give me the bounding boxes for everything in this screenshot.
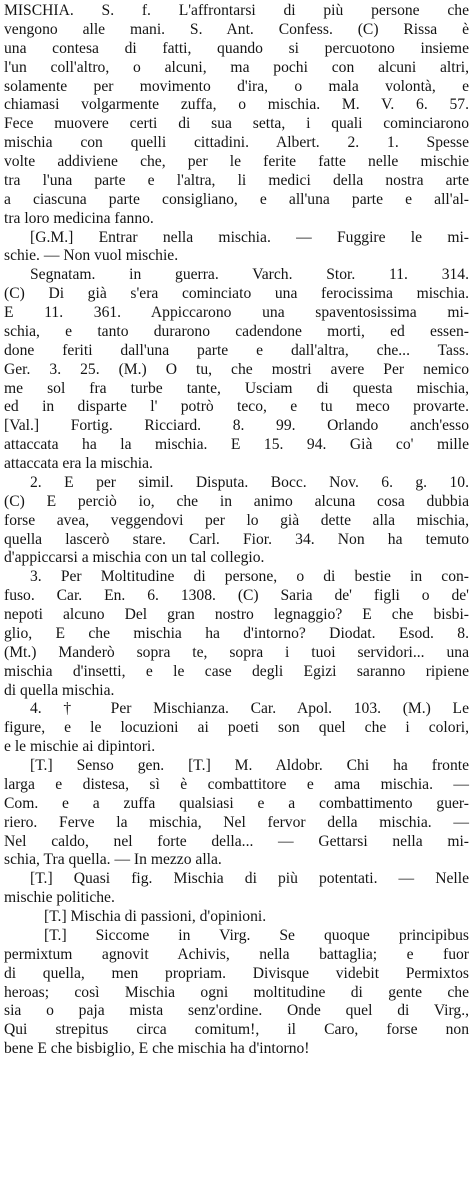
text-line: attaccata ha la mischia. E 15. 94. Già co' mille (4, 436, 469, 454)
text-line: chiamasi volgarmente zuffa, o mischia. M. V. 6. 57. (4, 96, 469, 114)
text-line: me sol fra turbe tante, Usciam di questa mischia, (4, 379, 469, 397)
text-line: sia o paja mista senz'ordine. Onde quel di Virg., (4, 1002, 469, 1020)
text-line: schie. — Non vuol mischie. (4, 247, 179, 265)
text-line: Ger. 3. 25. (M.) O tu, che mostri avere Per nemico (4, 360, 469, 378)
text-line: heroas; così Mischia ogni moltitudine di gente che (4, 983, 469, 1001)
text-line: ed in disparte l' potrò teco, e tu meco provarte. (4, 398, 469, 416)
text-line: forse avea, veggendovi per lo già dette alla mischia, (4, 511, 469, 529)
text-line: [T.] Siccome in Virg. Se quoque principibus (44, 926, 469, 944)
text-line: vengono alle mani. S. Ant. Confess. (C) Rissa è (4, 20, 469, 38)
text-line: attaccata era la mischia. (4, 455, 153, 472)
text-line: quella lascerò stare. Carl. Fior. 34. Non ha temuto (4, 530, 469, 548)
text-line: [T.] Senso gen. [T.] M. Aldobr. Chi ha fronte (30, 757, 469, 774)
text-line: Nel caldo, nel forte della... — Gettarsi nella mi- (4, 832, 469, 850)
text-line: di quella mischia. (4, 681, 115, 699)
text-line: (Mt.) Manderò sopra te, sopra i tuoi servidori... una (4, 643, 469, 661)
text-line: done feriti dall'una parte e dall'altra, che... Tass. (4, 341, 469, 359)
text-line: riero. Ferve la mischia, Nel fervor della mischia. — (4, 813, 469, 831)
text-line: larga e distesa, sì è combattitore e ama mischia. — (4, 775, 469, 793)
text-line: volte addiviene che, per le ferite fatte nelle mischie (4, 153, 469, 170)
text-line: schia, e tanto durarono cadendone morti, ed essen- (4, 322, 469, 340)
text-line: tra l'una parte e l'altra, li medici della nostra arte (4, 171, 469, 189)
text-line: (C) Di già s'era cominciato una ferocissima mischia. (4, 285, 469, 303)
text-line: [G.M.] Entrar nella mischia. — Fuggire le mi- (30, 228, 469, 246)
text-line: (C) E perciò io, che in animo alcuna cosa dubbia (4, 492, 469, 510)
text-line: d'appiccarsi a mischia con un tal collegio. (4, 549, 265, 567)
text-line: 2. E per simil. Disputa. Bocc. Nov. 6. g. 10. (30, 473, 469, 491)
text-line: [T.] Mischia di passioni, d'opinioni. (44, 908, 267, 925)
text-line: E 11. 361. Appiccarono una spaventosissima mi- (4, 304, 469, 321)
text-line: mischia con quelli cittadini. Albert. 2. 1. Spesse (4, 134, 469, 152)
text-line: Com. e a zuffa qualsiasi e a combattimento guer- (4, 794, 469, 812)
text-line: nepoti alcuno Del gran nostro legnaggio? E che bisbi- (4, 606, 469, 623)
text-line: figure, e le locuzioni ai poeti son quel che i colori, (4, 719, 469, 737)
text-line: Segnatam. in guerra. Varch. Stor. 11. 314. (30, 266, 469, 284)
text-line: bene E che bisbiglio, E che mischia ha d'intorno! (4, 1040, 310, 1058)
headword-line: MISCHIA. S. f. L'affrontarsi di più persone che (4, 2, 469, 19)
text-line: e le mischie ai dipintori. (4, 738, 156, 756)
entry-text (4, 2, 469, 1059)
text-line: Fece muovere certi di sua setta, i quali cominciarono (4, 115, 469, 133)
text-line: mischie politiche. (4, 889, 115, 907)
text-line: glio, E che mischia ha d'intorno? Diodat. Esod. 8. (4, 624, 469, 642)
text-line: permixtum agnovit Achivis, nella battaglia; e fuor (4, 945, 469, 963)
text-line: una contesa di fatti, quando si percuotono insieme (4, 39, 469, 57)
text-line: mischia d'insetti, e le case degli Egizi saranno ripiene (4, 662, 469, 680)
text-line: [Val.] Fortig. Ricciard. 8. 99. Orlando anch'esso (4, 417, 469, 435)
text-line: di quella, men propriam. Divisque videbit Permixtos (4, 964, 469, 982)
text-line: Qui strepitus circa comitum!, il Caro, forse non (4, 1021, 469, 1039)
text-line: 3. Per Moltitudine di persone, o di bestie in con- (30, 568, 469, 586)
text-line: [T.] Quasi fig. Mischia di più potentati. — Nelle (30, 870, 469, 888)
text-line: a ciascuna parte consigliano, e all'una parte e all'al- (4, 190, 469, 208)
text-line: fuso. Car. En. 6. 1308. (C) Saria de' figli o de' (4, 587, 469, 605)
text-line: tra loro medicina fanno. (4, 209, 154, 227)
text-line: solamente per movimento d'ira, o mala volontà, e (4, 77, 469, 95)
text-line: schia, Tra quella. — In mezzo alla. (4, 851, 222, 869)
text-line: l'un coll'altro, o alcuni, ma pochi con alcuni altri, (4, 58, 469, 76)
text-line: 4. † Per Mischianza. Car. Apol. 103. (M.) Le (30, 700, 469, 718)
